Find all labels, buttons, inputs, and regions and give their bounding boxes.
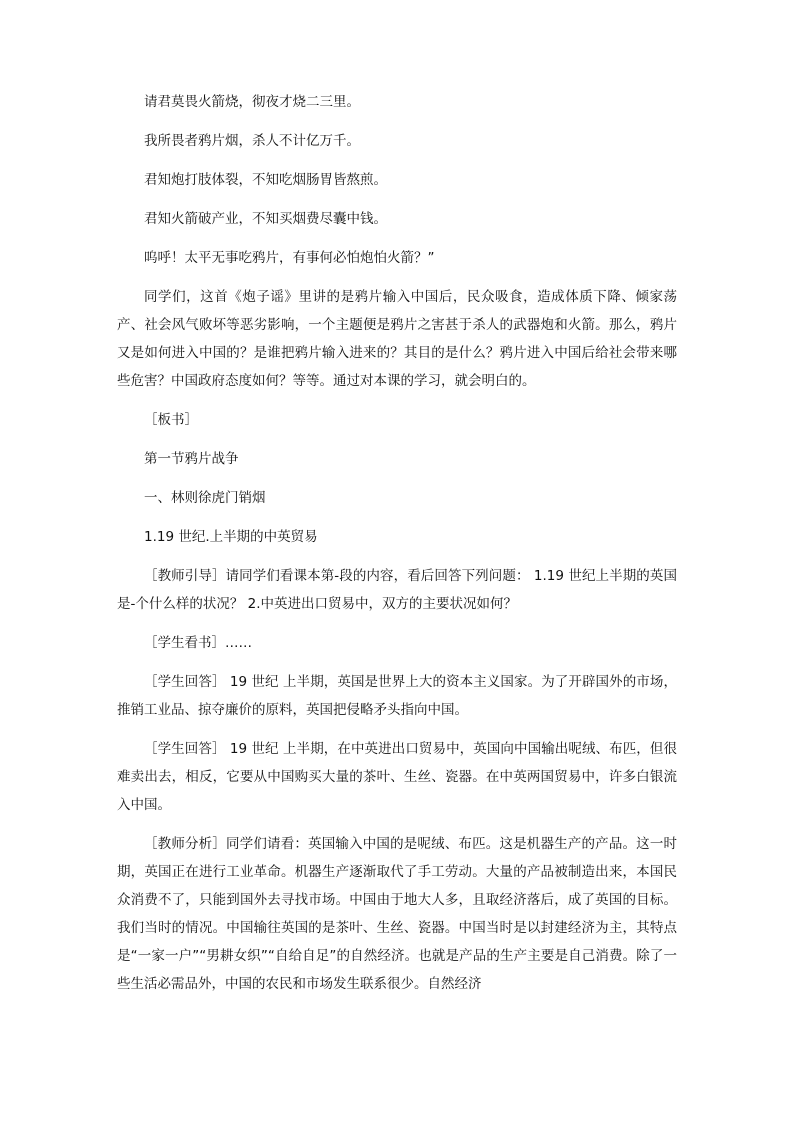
- intro-paragraph: 同学们，这首《炮子谣》里讲的是鸦片输入中国后，民众吸食，造成体质下降、倾家荡产、社会风气败坏等恶劣影响，一个主题便是鸦片之害甚于杀人的武器炮和火箭。那么，鸦片又是如何进入中国的？是谁把鸦片输入进来的？其目的是什么？鸦片进入中国后给社会带来哪些危害？中国政府态度如何？等等。通过对本课的学习，就会明白的。: [117, 289, 677, 389]
- subsection-title: 一、林则徐虎门销烟: [144, 490, 266, 506]
- student-answer-1-paragraph: ［学生回答］ 19 世纪 上半期，英国是世界上大的资本主义国家。为了开辟国外的市场，推销工业品、掠夺廉价的原料，英国把侵略矛头指向中国。: [117, 674, 677, 718]
- poem-line-4: 君知火箭破产业，不知买烟费尽囊中钱。: [144, 211, 387, 227]
- topic-heading: 1.19 世纪.上半期的中英贸易: [144, 529, 318, 545]
- student-reading-paragraph: ［学生看书］……: [144, 635, 252, 651]
- board-label: ［板书］: [144, 412, 198, 428]
- student-answer-2-paragraph: ［学生回答］ 19 世纪 上半期，在中英进出口贸易中，英国向中国输出呢绒、布匹，但很难卖出去，相反，它要从中国购买大量的茶叶、生丝、瓷器。在中英两国贸易中，许多白银流入中国。: [117, 741, 677, 813]
- section-title: 第一节鸦片战争: [144, 451, 239, 467]
- poem-line-1: 请君莫畏火箭烧，彻夜才烧二三里。: [144, 94, 360, 110]
- poem-line-3: 君知炮打肢体裂，不知吃烟肠胃皆熬煎。: [144, 172, 387, 188]
- document-body: [117, 88, 677, 1009]
- teacher-analysis-paragraph: ［教师分析］同学们请看：英国输入中国的是呢绒、布匹。这是机器生产的产品。这一时期，英国正在进行工业革命。机器生产逐渐取代了手工劳动。大量的产品被制造出来，本国民众消费不了，只能到国外去寻找市场。中国由于地大人多，且取经济落后，成了英国的目标。我们当时的情况。中国输往英国的是茶叶、生丝、瓷器。中国当时是以封建经济为主，其特点是“一家一户”“男耕女织”“自给自足”的自然经济。也就是产品的生产主要是自己消费。除了一些生活必需品外，中国的农民和市场发生联系很少。自然经济: [117, 836, 677, 992]
- poem-line-2: 我所畏者鸦片烟，杀人不计亿万千。: [144, 133, 360, 149]
- poem-line-5: 呜呼！太平无事吃鸦片，有事何必怕炮怕火箭？”: [144, 250, 435, 266]
- teacher-guide-paragraph: ［教师引导］请同学们看课本第-段的内容，看后回答下列问题： 1.19 世纪上半期的英国是-个什么样的状况？ 2.中英进出口贸易中，双方的主要状况如何？: [117, 568, 677, 612]
